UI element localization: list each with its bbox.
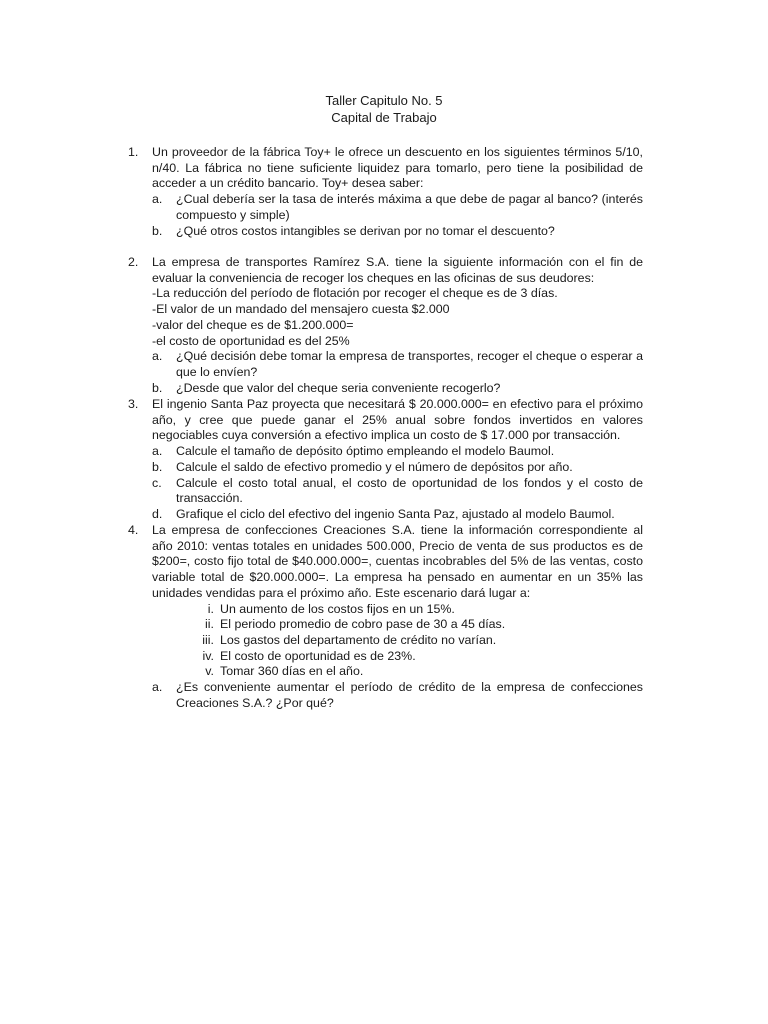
question-text: Un proveedor de la fábrica Toy+ le ofrece un descuento en los siguientes términos 5/10, n/40. La fábrica no tiene suficiente liquidez para tomarlo, pero tiene la posibilidad de acceder a un crédito bancario. Toy+ desea saber: (152, 145, 643, 191)
sub-item-text: Grafique el ciclo del efectivo del ingenio Santa Paz, ajustado al modelo Baumol. (176, 506, 615, 521)
roman-item-label: iii. (202, 632, 214, 647)
roman-item (128, 664, 643, 680)
roman-item-label: ii. (205, 617, 214, 632)
roman-item-label: i. (207, 601, 214, 616)
sub-item-label: c. (152, 475, 162, 490)
sub-item (152, 460, 643, 476)
roman-item-text: Un aumento de los costos fijos en un 15%. (220, 601, 455, 616)
sub-item (152, 381, 643, 397)
roman-item (128, 617, 643, 633)
sub-item-text: Calcule el tamaño de depósito óptimo empleando el modelo Baumol. (176, 444, 555, 459)
sub-item-text: ¿Qué otros costos intangibles se derivan por no tomar el descuento? (176, 223, 555, 238)
question-2 (128, 255, 643, 396)
roman-item (128, 602, 643, 618)
sub-item (152, 224, 643, 240)
sub-item-text: ¿Cual debería ser la tasa de interés máxima a que debe de pagar al banco? (interés compuesto y simple) (176, 192, 643, 222)
sub-item-label: a. (152, 680, 163, 695)
sub-item-text: ¿Qué decisión debe tomar la empresa de transportes, recoger el cheque o esperar a que lo envíen? (176, 349, 643, 379)
info-line: -el costo de oportunidad es del 25% (152, 333, 350, 348)
sub-item-text: ¿Es conveniente aumentar el período de crédito de la empresa de confecciones Creaciones S.A.? ¿Por qué? (176, 680, 643, 710)
sub-item-label: b. (152, 380, 163, 395)
question-text: El ingenio Santa Paz proyecta que necesitará $ 20.000.000= en efectivo para el próximo año, y cree que puede ganar el 25% anual sobre fondos invertidos en valores negociables cuya conversión a efectivo implica un costo de $ 17.000 por transacción. (152, 397, 643, 443)
info-lines (152, 286, 643, 349)
sub-item (152, 680, 643, 711)
info-line: -El valor de un mandado del mensajero cuesta $2.000 (152, 302, 450, 317)
sub-item-label: d. (152, 506, 163, 521)
sub-item-label: a. (152, 349, 163, 364)
question-number: 3. (128, 397, 139, 411)
question-number: 2. (128, 255, 139, 269)
question-1 (128, 145, 643, 239)
sub-item-label: a. (152, 192, 163, 207)
sub-item (152, 192, 643, 223)
sub-item (152, 507, 643, 523)
page-title: Taller Capitulo No. 5 (325, 93, 443, 108)
question-text: La empresa de transportes Ramírez S.A. tiene la siguiente información con el fin de evaluar la conveniencia de recoger los cheques en las oficinas de sus deudores: (152, 255, 643, 285)
sub-item-label: b. (152, 223, 163, 238)
question-text: La empresa de confecciones Creaciones S.A. tiene la información correspondiente al año 2010: ventas totales en unidades 500.000, Precio de venta de sus productos es de $200=, costo fijo total de $40.000.000=, cuentas incobrables del 5% de las ventas, costo variable total de $20.000.000=. La empresa ha pensado en aumentar en un 35% las unidades vendidas para el próximo año. Este escenario dará lugar a: (152, 523, 643, 600)
sub-item-label: a. (152, 444, 163, 459)
sub-item (152, 349, 643, 380)
page-subtitle: Capital de Trabajo (331, 110, 437, 125)
sub-item-text: Calcule el costo total anual, el costo de oportunidad de los fondos y el costo de transacción. (176, 475, 643, 506)
roman-item (128, 633, 643, 649)
sub-item-label: b. (152, 459, 163, 474)
roman-item-label: v. (205, 664, 214, 679)
roman-item-text: Los gastos del departamento de crédito no varían. (220, 632, 497, 647)
roman-item-label: iv. (202, 648, 214, 663)
sub-item-text: Calcule el saldo de efectivo promedio y el número de depósitos por año. (176, 459, 573, 474)
roman-item-text: El costo de oportunidad es de 23%. (220, 648, 416, 663)
question-number: 4. (128, 523, 139, 537)
sub-item (152, 444, 643, 460)
info-line: -valor del cheque es de $1.200.000= (152, 317, 354, 332)
sub-item-text: ¿Desde que valor del cheque seria conveniente recogerlo? (176, 380, 501, 395)
roman-item-text: El periodo promedio de cobro pase de 30 a 45 días. (220, 617, 506, 632)
question-4 (128, 523, 643, 711)
sub-item (152, 476, 643, 507)
roman-item-text: Tomar 360 días en el año. (220, 664, 364, 679)
question-3 (128, 397, 643, 523)
roman-item (128, 649, 643, 665)
question-number: 1. (128, 145, 139, 159)
info-line: -La reducción del período de flotación por recoger el cheque es de 3 días. (152, 286, 558, 301)
